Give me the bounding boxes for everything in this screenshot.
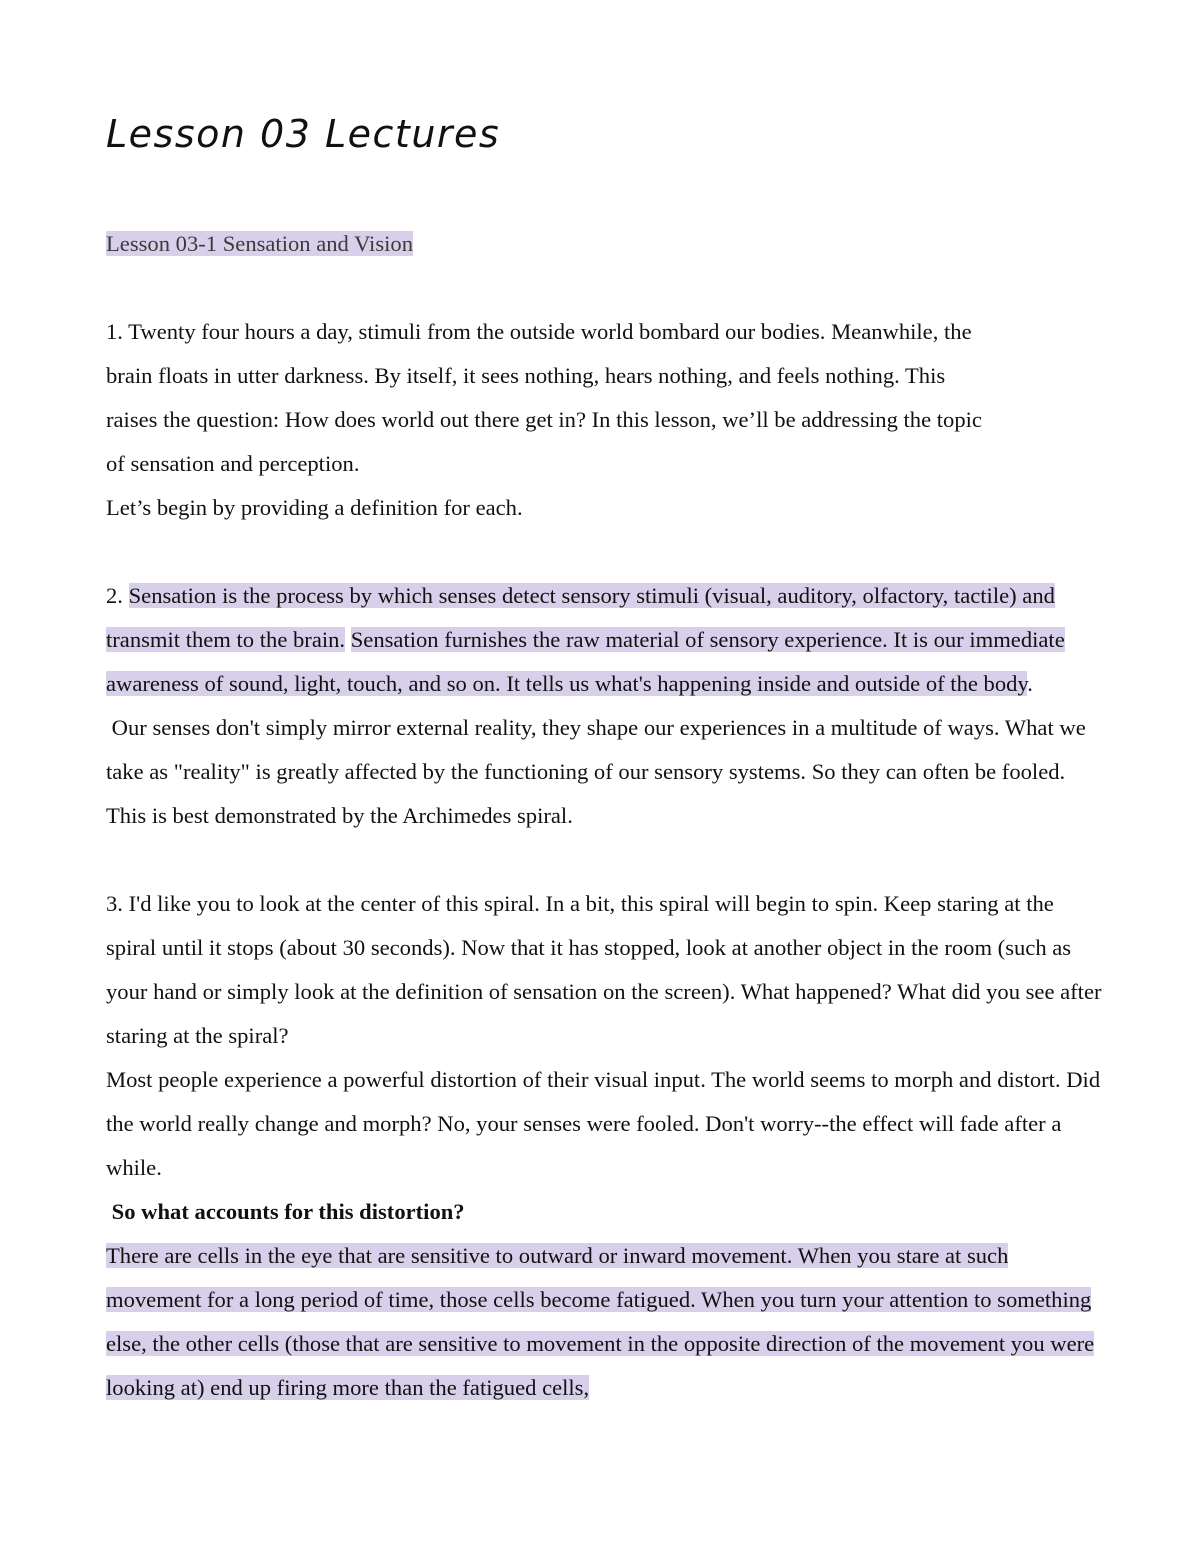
section-heading-highlight: Lesson 03-1 Sensation and Vision xyxy=(106,231,413,256)
paragraph-1-line: 1. Twenty four hours a day, stimuli from the outside world bombard our bodies. Meanwhile, the xyxy=(106,319,972,344)
paragraph-1 xyxy=(106,310,1106,486)
paragraph-1-line: of sensation and perception. xyxy=(106,451,360,476)
paragraph-3: 3. I'd like you to look at the center of this spiral. In a bit, this spiral will begin to spin. Keep staring at the spiral until it stops (about 30 seconds). Now that it has stopped, look at another object in the room (such as your hand or simply look at the definition of sensation on the screen). What happened? What did you see after staring at the spiral? xyxy=(106,891,1102,1048)
paragraph-1-line: raises the question: How does world out there get in? In this lesson, we’ll be addressing the topic xyxy=(106,407,982,432)
paragraph-3-followup: Most people experience a powerful distortion of their visual input. The world seems to morph and distort. Did the world really change and morph? No, your senses were fooled. Don't worry--the effect will fade after a while. xyxy=(106,1067,1101,1180)
blank-line xyxy=(106,266,1106,310)
distortion-question: So what accounts for this distortion? xyxy=(106,1199,465,1224)
paragraph-1-followup: Let’s begin by providing a definition for each. xyxy=(106,495,523,520)
section-heading xyxy=(106,222,1106,266)
paragraph-2-continuation: Our senses don't simply mirror external reality, they shape our experiences in a multitude of ways. What we take as "reality" is greatly affected by the functioning of our sensory systems. So they can often be fooled. This is best demonstrated by the Archimedes spiral. xyxy=(106,715,1092,828)
blank-line xyxy=(106,530,1106,574)
paragraph-2-number: 2. xyxy=(106,583,129,608)
paragraph-3-answer xyxy=(106,1234,1106,1410)
sensation-definition-highlight: Sensation is the process by which senses detect sensory stimuli (visual, auditory, olfactory, tactile) and transmit them to the brain. xyxy=(106,583,1055,652)
blank-line xyxy=(106,838,1106,882)
sensation-description-highlight: Sensation furnishes the raw material of sensory experience. It is our immediate awareness of sound, light, touch, and so on. It tells us what's happening inside and outside of the body xyxy=(106,627,1065,696)
paragraph-1-line: brain floats in utter darkness. By itself, it sees nothing, hears nothing, and feels nothing. This xyxy=(106,363,946,388)
document-body xyxy=(106,222,1106,1410)
document-title: Lesson 03 Lectures xyxy=(106,112,501,156)
sentence-end: . xyxy=(1027,671,1033,696)
paragraph-2 xyxy=(106,574,1106,706)
highlight-gap xyxy=(345,627,351,652)
distortion-answer-highlight: There are cells in the eye that are sensitive to outward or inward movement. When you stare at such movement for a long period of time, those cells become fatigued. When you turn your attention to something else, the other cells (those that are sensitive to movement in the opposite direction of the movement you were looking at) end up firing more than the fatigued cells, xyxy=(106,1243,1095,1400)
